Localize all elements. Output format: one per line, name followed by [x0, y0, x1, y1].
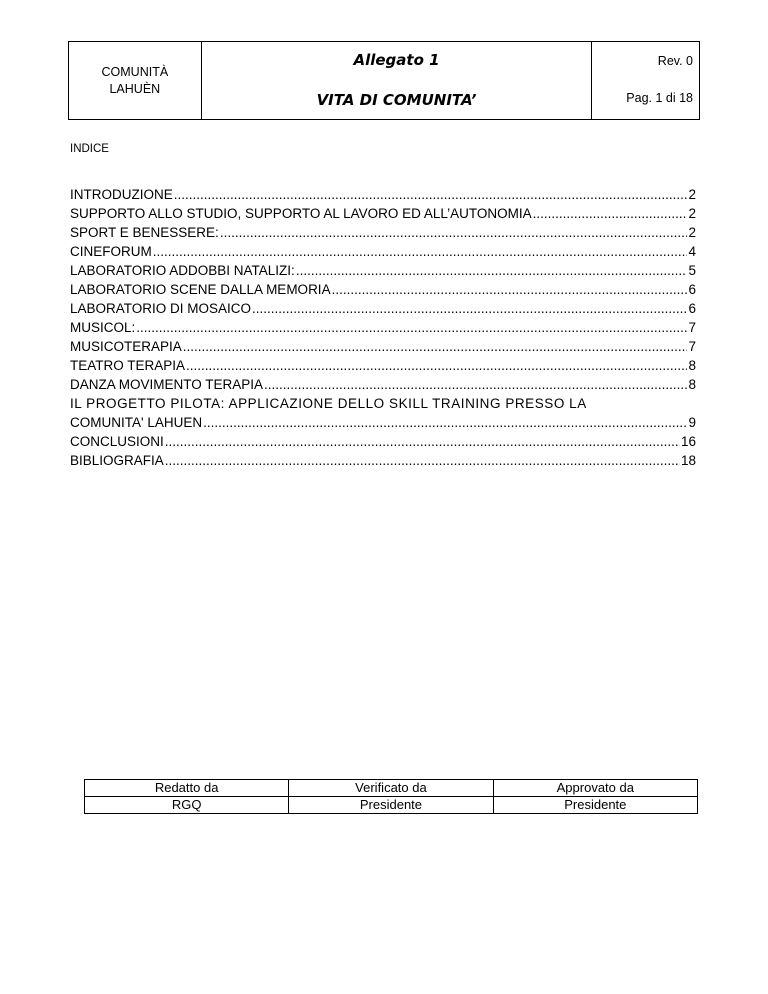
- toc-entry-page: 2: [688, 187, 696, 202]
- title-cell: [201, 42, 592, 120]
- toc-entry-page: 9: [688, 415, 696, 430]
- toc-entry-page: 18: [680, 453, 696, 468]
- document-title: Allegato 1: [353, 50, 440, 69]
- toc-leader: [136, 318, 687, 337]
- revision-number: Rev. 0: [657, 54, 693, 68]
- toc-entry-page: 2: [688, 206, 696, 221]
- approval-header-cell: Redatto da: [85, 780, 289, 797]
- toc-leader: [264, 375, 687, 394]
- document-header: [68, 41, 700, 120]
- organization-name-line2: LAHUÈN: [109, 81, 161, 96]
- toc-entry-page: 6: [688, 301, 696, 316]
- toc-entry-label: DANZA MOVIMENTO TERAPIA: [70, 377, 264, 392]
- toc-entry-label: INTRODUZIONE: [70, 187, 173, 202]
- toc-leader: [153, 242, 688, 261]
- toc-leader: [174, 185, 688, 204]
- approval-value-cell: Presidente: [493, 797, 697, 814]
- toc-leader: [332, 280, 688, 299]
- toc-leader: [533, 204, 688, 223]
- toc-entry-label: TEATRO TERAPIA: [70, 358, 186, 373]
- approval-value-cell: Presidente: [289, 797, 493, 814]
- toc-entry-page: 4: [688, 244, 696, 259]
- toc-entry-page: 5: [688, 263, 696, 278]
- toc-entry-page: 8: [688, 358, 696, 373]
- toc-leader: [252, 299, 687, 318]
- toc-entry-label: CONCLUSIONI: [70, 434, 164, 449]
- toc-leader: [183, 337, 688, 356]
- approval-value-row: [85, 797, 698, 814]
- toc-entry-label: SPORT E BENESSERE:: [70, 225, 219, 240]
- toc-entry[interactable]: [70, 185, 696, 204]
- toc-leader: [186, 356, 687, 375]
- toc-entry-page: 8: [688, 377, 696, 392]
- toc-entry[interactable]: [70, 261, 696, 280]
- toc-entry-label: SUPPORTO ALLO STUDIO, SUPPORTO AL LAVORO ED ALL’AUTONOMIA: [70, 206, 532, 221]
- organization-name-line1: COMUNITÀ: [101, 64, 169, 79]
- approval-value-cell: RGQ: [85, 797, 289, 814]
- toc-entry-label: LABORATORIO DI MOSAICO: [70, 301, 252, 316]
- page-number: Pag. 1 di 18: [626, 91, 693, 105]
- toc-entry[interactable]: [70, 204, 696, 223]
- approval-table: [84, 779, 698, 814]
- approval-header-row: [85, 780, 698, 797]
- organization-cell: [69, 42, 202, 120]
- toc-entry-page: 6: [688, 282, 696, 297]
- toc-entry[interactable]: [70, 451, 696, 470]
- document-subtitle: VITA DI COMUNITA’: [316, 90, 477, 109]
- toc-entry-label: CINEFORUM: [70, 244, 152, 259]
- toc-entry-label: BIBLIOGRAFIA: [70, 453, 164, 468]
- toc-entry-page: 7: [688, 320, 696, 335]
- toc-entry-page: 16: [680, 434, 696, 449]
- toc-leader: [220, 223, 688, 242]
- toc-leader: [165, 451, 680, 470]
- toc-entry[interactable]: [70, 375, 696, 394]
- toc-entry-multiline[interactable]: [70, 394, 696, 432]
- toc-entry[interactable]: [70, 337, 696, 356]
- toc-entry-label: MUSICOTERAPIA: [70, 339, 182, 354]
- approval-header-cell: Verificato da: [289, 780, 493, 797]
- toc-leader: [203, 413, 687, 432]
- toc-entry[interactable]: [70, 242, 696, 261]
- approval-header-cell: Approvato da: [493, 780, 697, 797]
- toc-entry-label: LABORATORIO ADDOBBI NATALIZI:: [70, 263, 295, 278]
- toc-entry[interactable]: [70, 356, 696, 375]
- toc-entry[interactable]: [70, 299, 696, 318]
- toc-entry-label: MUSICOL:: [70, 320, 136, 335]
- toc-entry[interactable]: [70, 318, 696, 337]
- toc-entry-label-line1: IL PROGETTO PILOTA: APPLICAZIONE DELLO SKILL TRAINING PRESSO LA: [70, 396, 587, 411]
- toc-leader: [296, 261, 688, 280]
- toc-entry-page: 2: [688, 225, 696, 240]
- revision-cell: [592, 42, 700, 120]
- toc-entry-page: 7: [688, 339, 696, 354]
- table-of-contents: [70, 185, 696, 470]
- toc-entry-label-line2: COMUNITA' LAHUEN: [70, 415, 203, 430]
- toc-entry-label: LABORATORIO SCENE DALLA MEMORIA: [70, 282, 331, 297]
- toc-leader: [165, 432, 680, 451]
- toc-entry[interactable]: [70, 280, 696, 299]
- index-heading: INDICE: [70, 143, 109, 155]
- toc-entry[interactable]: [70, 223, 696, 242]
- toc-entry[interactable]: [70, 432, 696, 451]
